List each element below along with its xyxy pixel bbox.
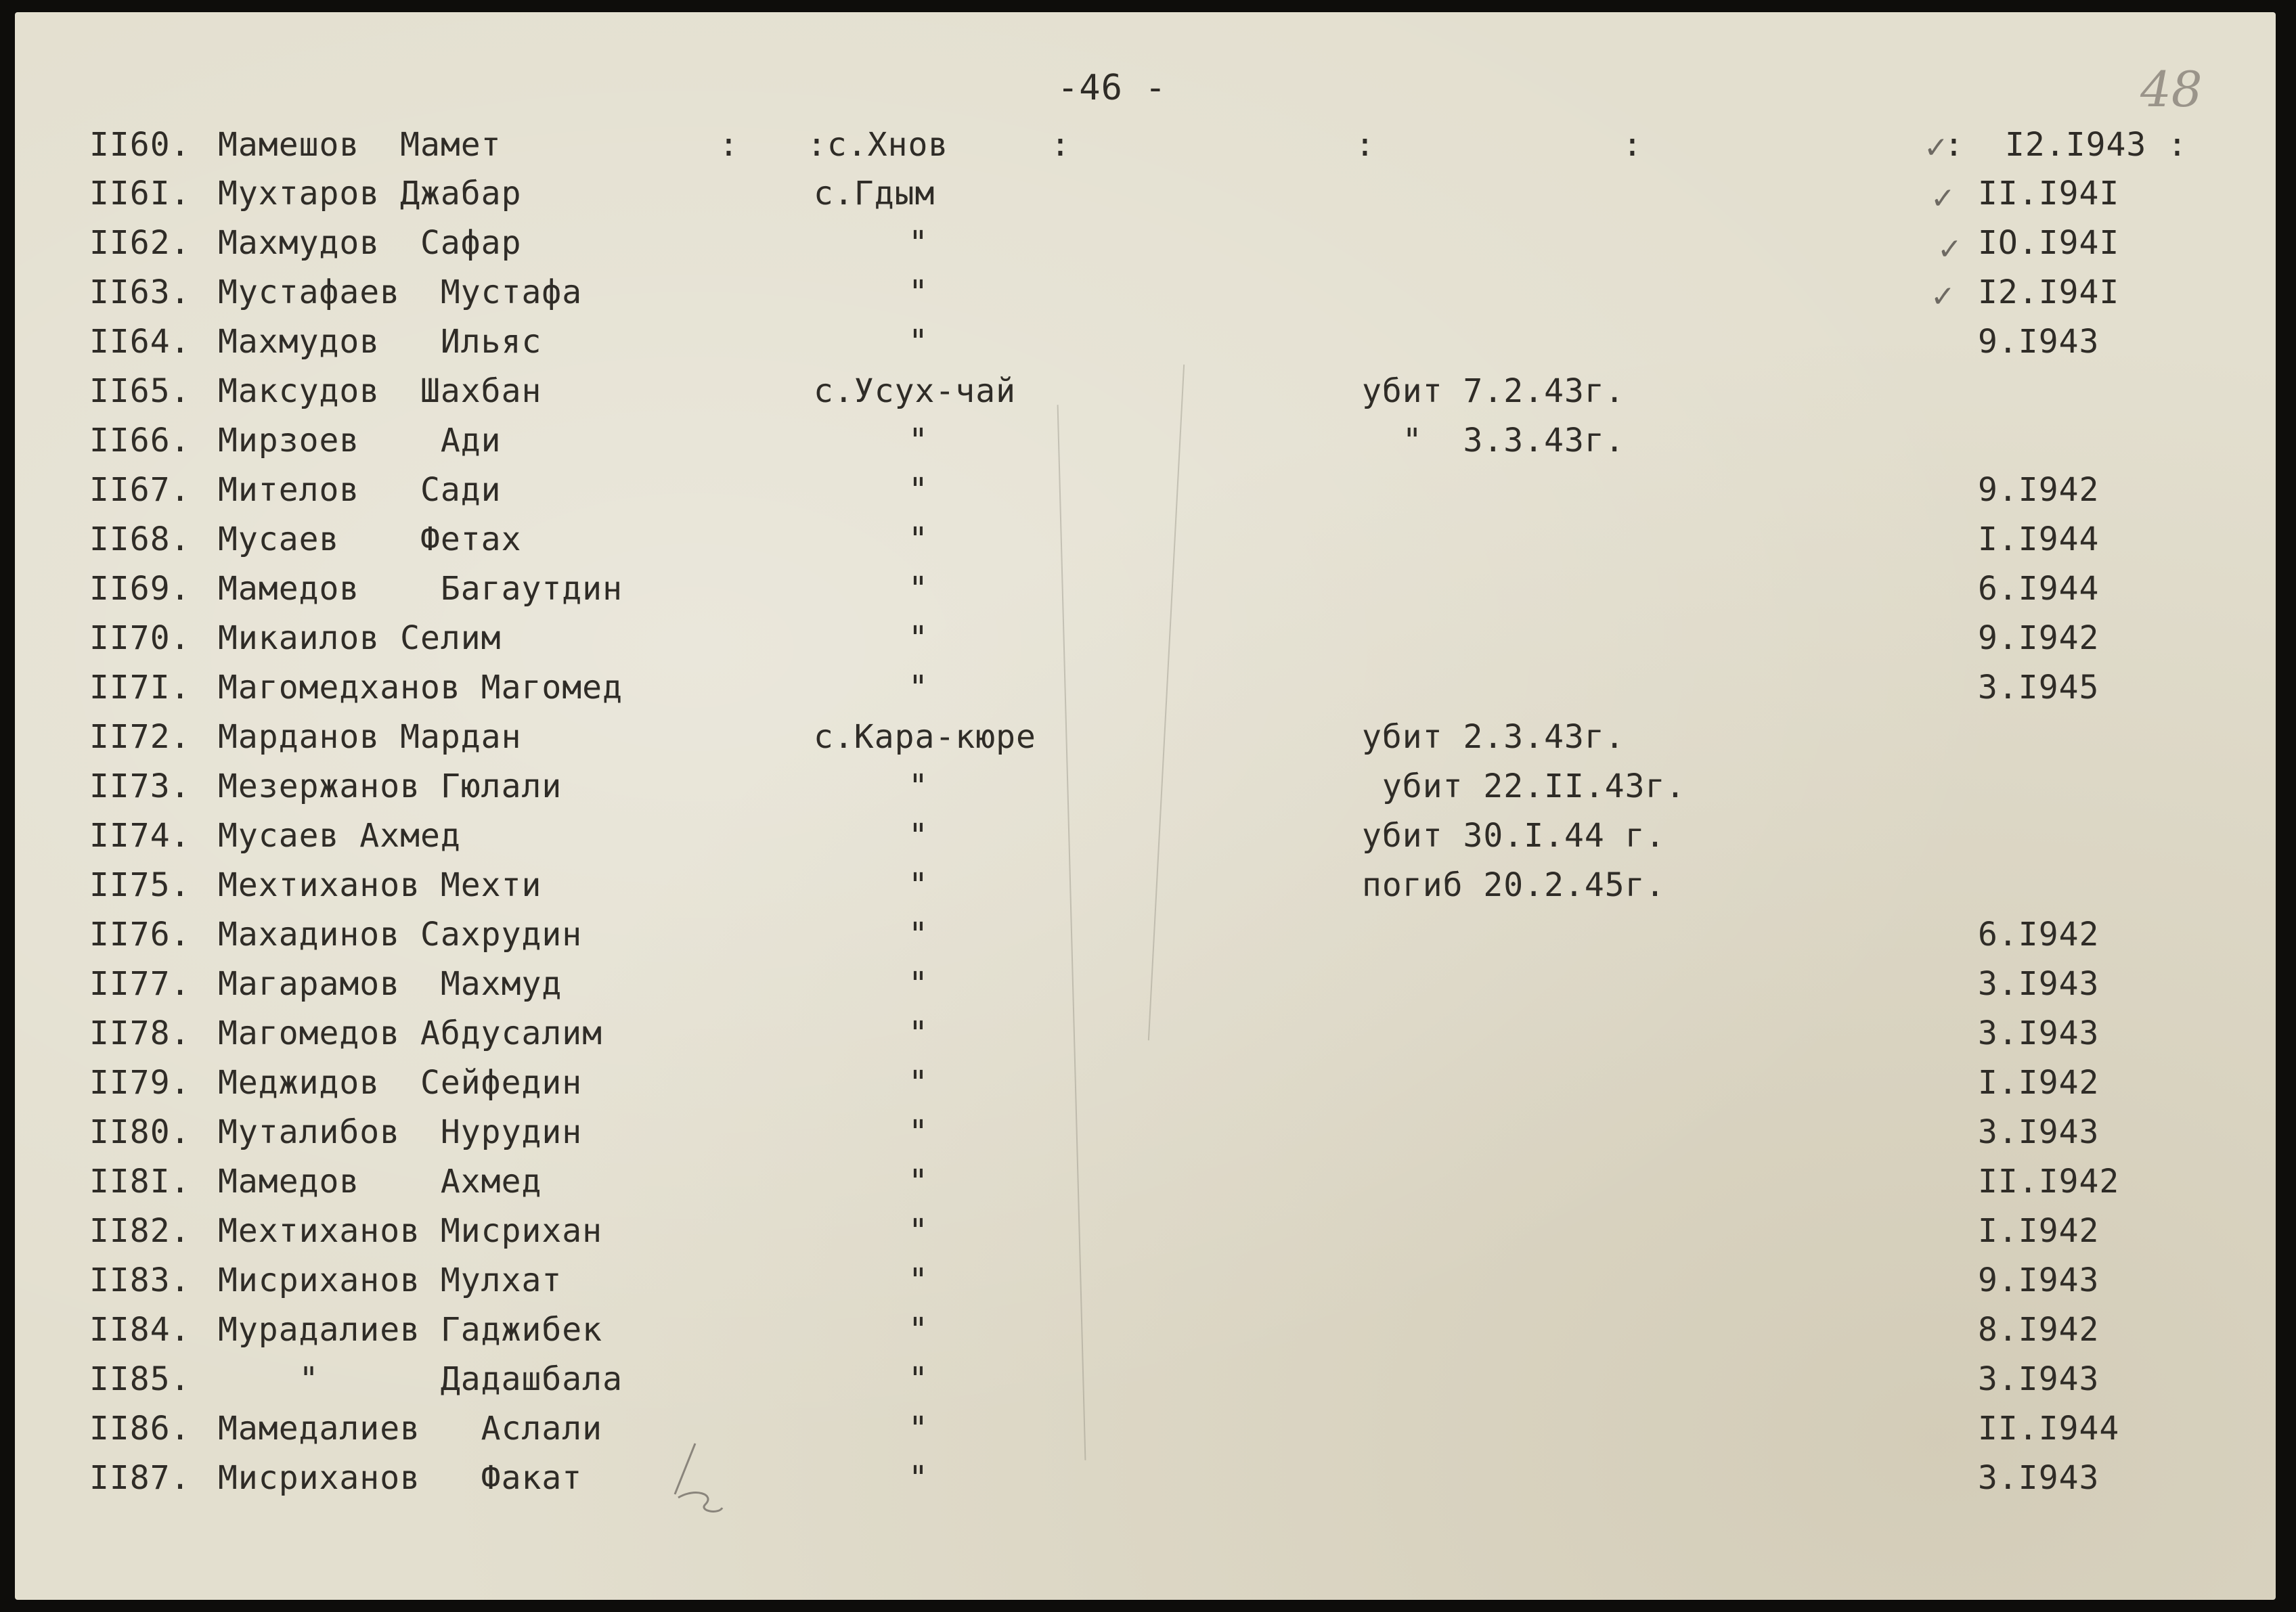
person-name: " Дадашбала	[218, 1360, 623, 1398]
person-name: Микаилов Селим	[218, 619, 502, 657]
person-name: Мехтиханов Мисрихан	[218, 1212, 603, 1250]
record-number: II7I.	[89, 669, 191, 707]
date: I2.I943	[2005, 126, 2147, 164]
pencil-scribble-icon	[668, 1440, 736, 1521]
record-number: II85.	[89, 1360, 191, 1398]
person-name: Мисриханов Факат	[218, 1459, 583, 1497]
death-note: убит 30.I.44 г.	[1362, 817, 1666, 855]
death-note: " 3.3.43г.	[1362, 422, 1625, 460]
village-name: "	[908, 669, 929, 707]
date: I.I942	[1978, 1064, 2100, 1102]
village-name: "	[908, 767, 929, 805]
date: 9.I943	[1978, 1261, 2100, 1299]
person-name: Мухтаров Джабар	[218, 175, 522, 212]
village-name: "	[908, 570, 929, 608]
village-name: "	[908, 1212, 929, 1250]
person-name: Мирзоев Ади	[218, 422, 502, 460]
record-number: II64.	[89, 323, 191, 361]
person-name: Мамешов Мамет	[218, 126, 502, 164]
column-separator: :	[1051, 126, 1071, 164]
village-name: "	[908, 1261, 929, 1299]
person-name: Магомедханов Магомед	[218, 669, 623, 707]
village-name: "	[908, 1064, 929, 1102]
check-mark-icon: ✓	[1924, 131, 1949, 165]
date: 3.I943	[1978, 965, 2100, 1003]
village-name: "	[908, 422, 929, 460]
village-name: с.Гдым	[814, 175, 935, 212]
column-separator: :	[1944, 126, 1964, 164]
date: 9.I943	[1978, 323, 2100, 361]
record-number: II87.	[89, 1459, 191, 1497]
date: IO.I94I	[1978, 224, 2120, 262]
record-number: II63.	[89, 273, 191, 311]
village-name: :с.Хнов	[807, 126, 949, 164]
record-number: II72.	[89, 718, 191, 756]
village-name: с.Кара-кюре	[814, 718, 1036, 756]
person-name: Мехтиханов Мехти	[218, 866, 542, 904]
check-mark-icon: ✓	[1937, 232, 1962, 267]
date: II.I94I	[1978, 175, 2120, 212]
person-name: Махмудов Сафар	[218, 224, 522, 262]
record-number: II67.	[89, 471, 191, 509]
record-number: II80.	[89, 1113, 191, 1151]
column-separator: :	[719, 126, 739, 164]
date: 6.I942	[1978, 916, 2100, 954]
record-number: II74.	[89, 817, 191, 855]
date: 3.I943	[1978, 1459, 2100, 1497]
page-number: -46 -	[1057, 68, 1167, 108]
date: 3.I945	[1978, 669, 2100, 707]
village-name: "	[908, 471, 929, 509]
village-name: "	[908, 619, 929, 657]
record-number: II70.	[89, 619, 191, 657]
village-name: с.Усух-чай	[814, 372, 1016, 410]
village-name: "	[908, 965, 929, 1003]
check-mark-icon: ✓	[1930, 181, 1956, 216]
person-name: Максудов Шахбан	[218, 372, 542, 410]
person-name: Мурадалиев Гаджибек	[218, 1311, 603, 1349]
person-name: Мамедов Ахмед	[218, 1163, 542, 1201]
village-name: "	[908, 1163, 929, 1201]
record-number: II62.	[89, 224, 191, 262]
village-name: "	[908, 323, 929, 361]
record-number: II6I.	[89, 175, 191, 212]
person-name: Мезержанов Гюлали	[218, 767, 562, 805]
village-name: "	[908, 1014, 929, 1052]
death-note: убит 2.3.43г.	[1362, 718, 1625, 756]
person-name: Мамедалиев Аслали	[218, 1410, 603, 1448]
village-name: "	[908, 1113, 929, 1151]
record-number: II75.	[89, 866, 191, 904]
person-name: Марданов Мардан	[218, 718, 522, 756]
record-number: II66.	[89, 422, 191, 460]
village-name: "	[908, 273, 929, 311]
date: I.I942	[1978, 1212, 2100, 1250]
person-name: Мусаев Ахмед	[218, 817, 461, 855]
column-separator: :	[1355, 126, 1375, 164]
person-name: Мамедов Багаутдин	[218, 570, 623, 608]
date: 9.I942	[1978, 619, 2100, 657]
column-separator: :	[1622, 126, 1643, 164]
person-name: Мусаев Фетах	[218, 520, 522, 558]
record-number: II60.	[89, 126, 191, 164]
person-name: Махмудов Ильяс	[218, 323, 542, 361]
date: 3.I943	[1978, 1360, 2100, 1398]
village-name: "	[908, 817, 929, 855]
record-number: II69.	[89, 570, 191, 608]
check-mark-icon: ✓	[1930, 279, 1956, 314]
date: 9.I942	[1978, 471, 2100, 509]
village-name: "	[908, 224, 929, 262]
person-name: Мисриханов Мулхат	[218, 1261, 562, 1299]
date: I2.I94I	[1978, 273, 2120, 311]
column-separator: :	[2167, 126, 2188, 164]
archive-page-number: 48	[2140, 61, 2203, 118]
record-number: II83.	[89, 1261, 191, 1299]
village-name: "	[908, 1410, 929, 1448]
date: II.I944	[1978, 1410, 2120, 1448]
village-name: "	[908, 866, 929, 904]
record-number: II8I.	[89, 1163, 191, 1201]
person-name: Муталибов Нурудин	[218, 1113, 583, 1151]
person-name: Мителов Сади	[218, 471, 502, 509]
date: I.I944	[1978, 520, 2100, 558]
village-name: "	[908, 1360, 929, 1398]
death-note: убит 22.II.43г.	[1362, 767, 1686, 805]
pencil-stroke	[1148, 365, 1185, 1041]
record-number: II77.	[89, 965, 191, 1003]
record-number: II84.	[89, 1311, 191, 1349]
record-number: II65.	[89, 372, 191, 410]
record-number: II82.	[89, 1212, 191, 1250]
date: 3.I943	[1978, 1113, 2100, 1151]
village-name: "	[908, 1311, 929, 1349]
village-name: "	[908, 520, 929, 558]
record-number: II73.	[89, 767, 191, 805]
person-name: Магомедов Абдусалим	[218, 1014, 603, 1052]
pencil-stroke	[1057, 405, 1086, 1460]
document-page	[15, 12, 2276, 1600]
person-name: Магарамов Махмуд	[218, 965, 562, 1003]
record-number: II68.	[89, 520, 191, 558]
record-number: II86.	[89, 1410, 191, 1448]
date: 6.I944	[1978, 570, 2100, 608]
village-name: "	[908, 1459, 929, 1497]
person-name: Мустафаев Мустафа	[218, 273, 583, 311]
date: 3.I943	[1978, 1014, 2100, 1052]
date: 8.I942	[1978, 1311, 2100, 1349]
death-note: погиб 20.2.45г.	[1362, 866, 1666, 904]
person-name: Махадинов Сахрудин	[218, 916, 583, 954]
record-number: II79.	[89, 1064, 191, 1102]
record-number: II76.	[89, 916, 191, 954]
person-name: Меджидов Сейфедин	[218, 1064, 583, 1102]
death-note: убит 7.2.43г.	[1362, 372, 1625, 410]
village-name: "	[908, 916, 929, 954]
date: II.I942	[1978, 1163, 2120, 1201]
record-number: II78.	[89, 1014, 191, 1052]
